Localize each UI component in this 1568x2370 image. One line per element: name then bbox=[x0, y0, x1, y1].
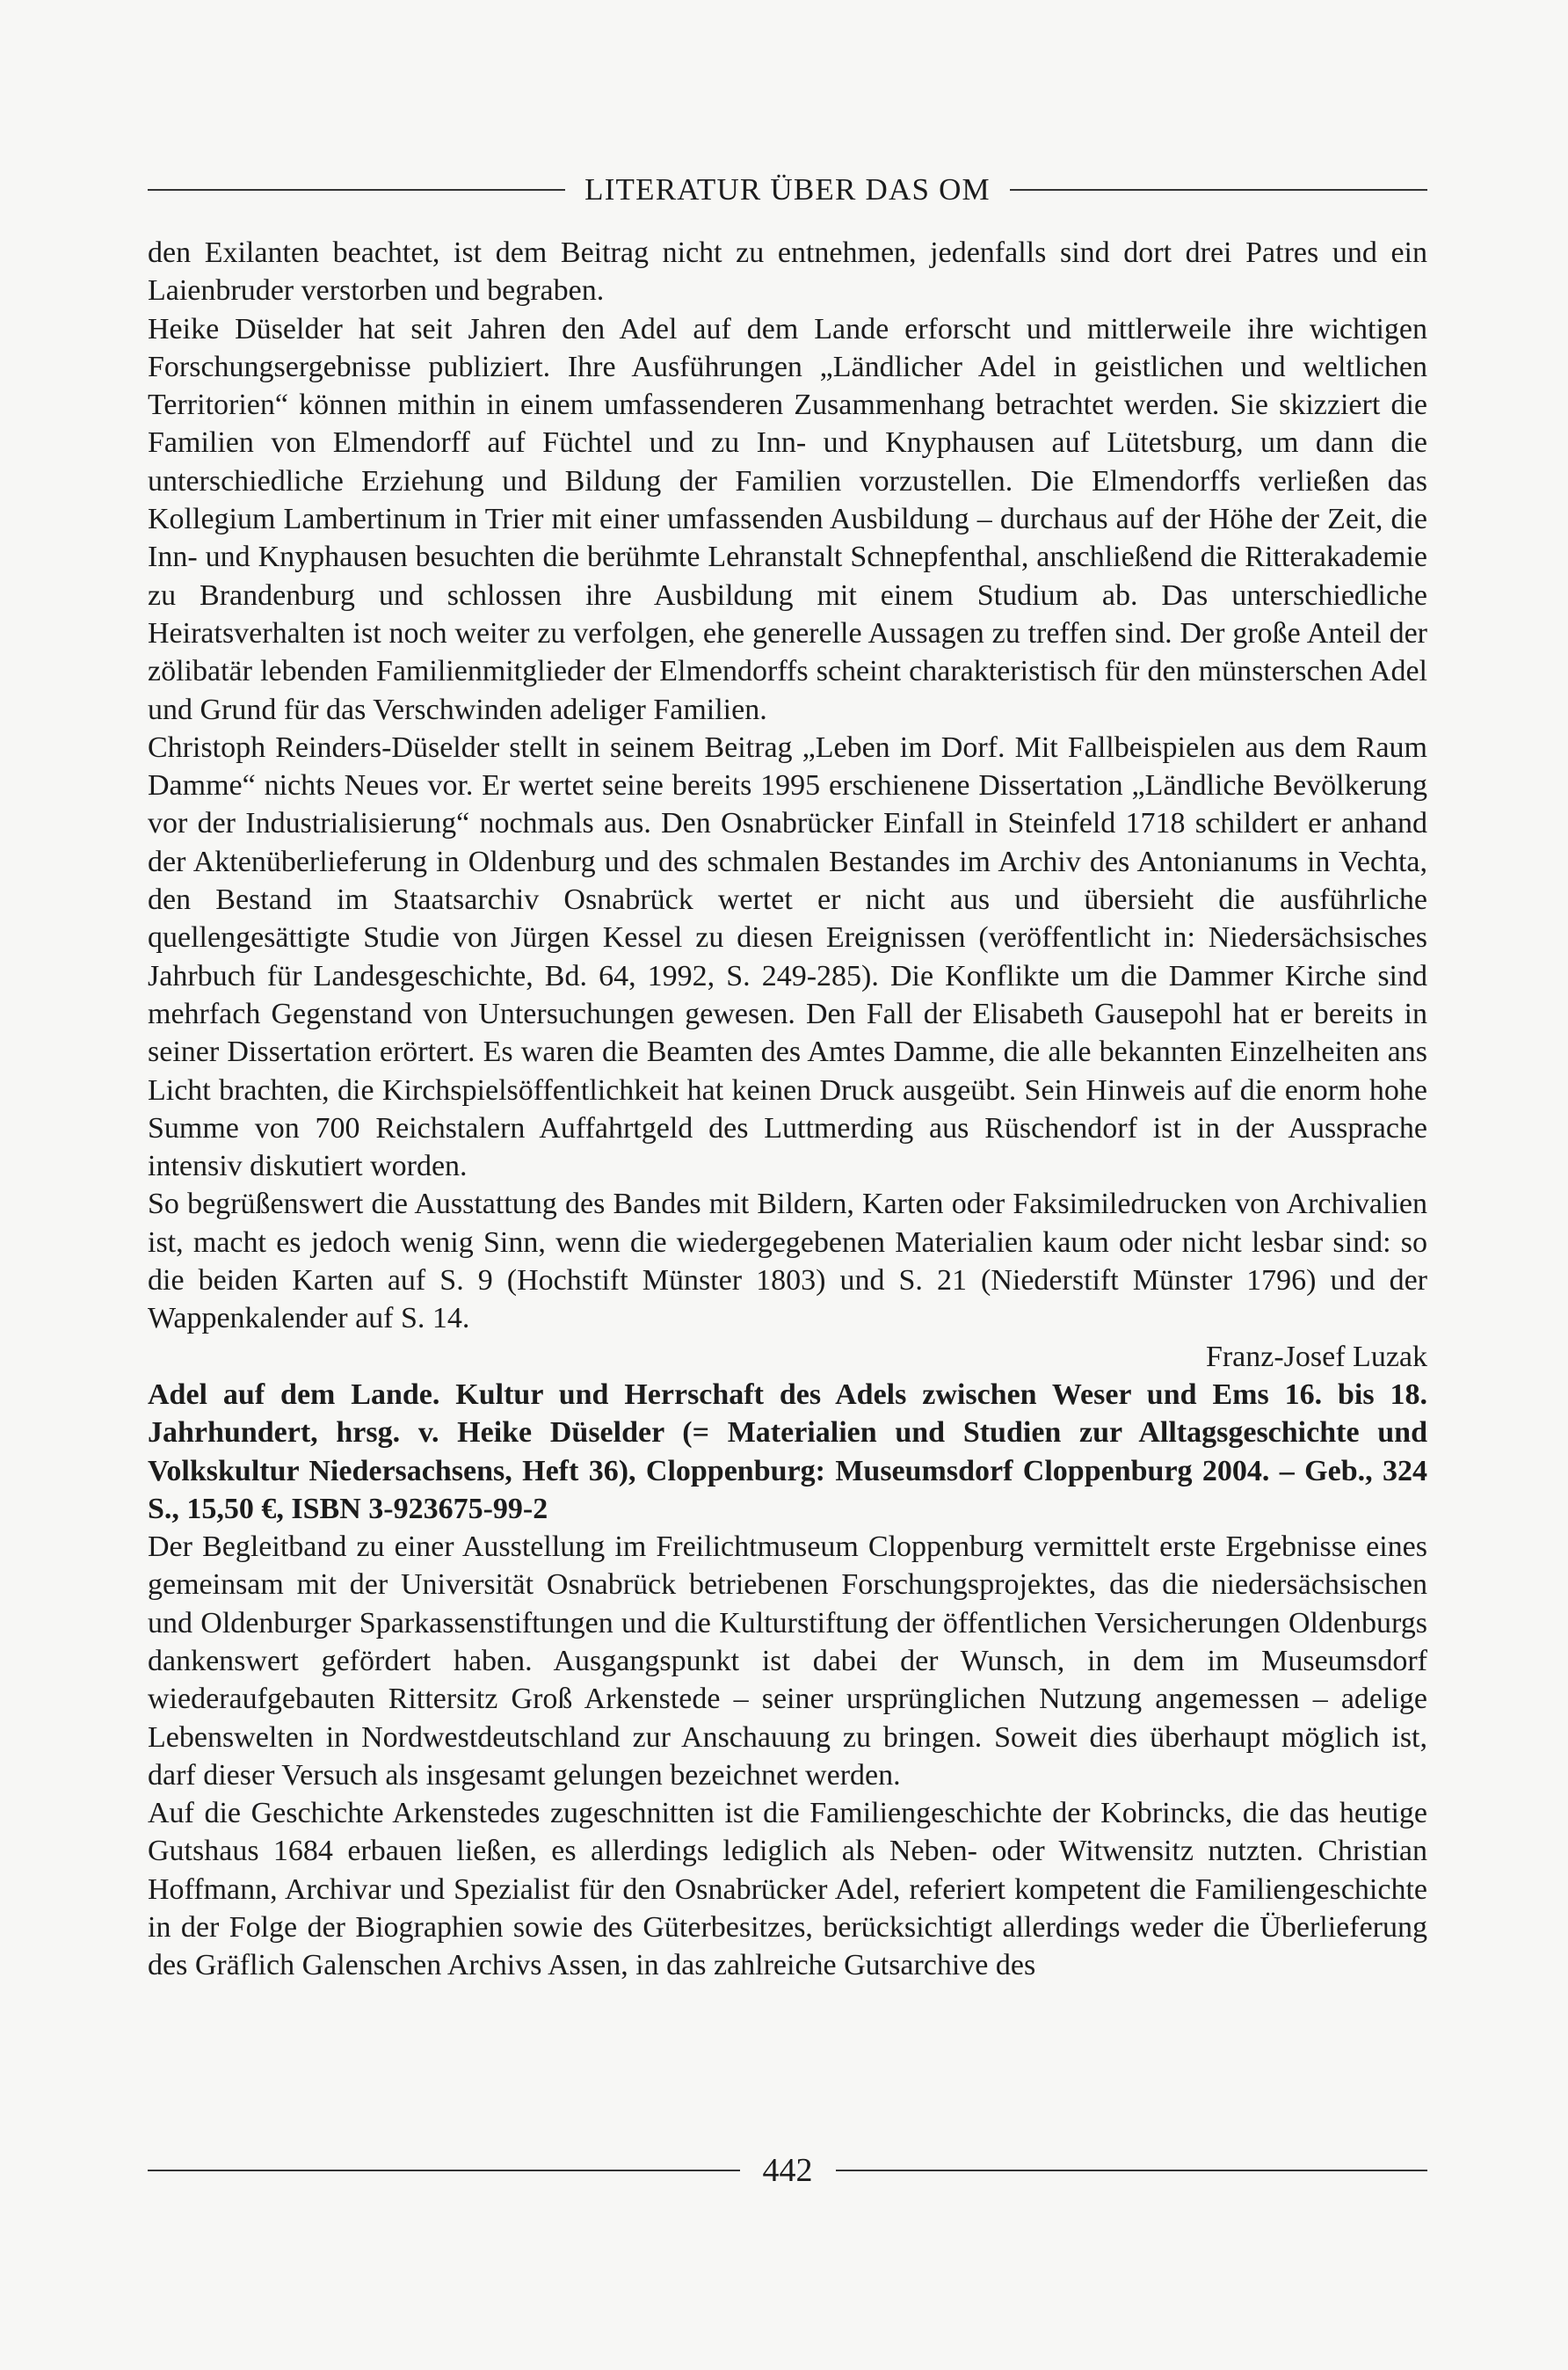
running-header bbox=[148, 172, 1427, 207]
review1-paragraph-1: den Exilanten beachtet, ist dem Beitrag nicht zu entnehmen, jedenfalls sind dort drei Patres und ein Laienbruder verstorben und begraben. bbox=[148, 236, 1427, 308]
footer-rule-left bbox=[148, 2170, 740, 2171]
running-title: LITERATUR ÜBER DAS OM bbox=[584, 172, 991, 207]
review2-paragraph-2: Auf die Geschichte Arkenstedes zugeschnitten ist die Familiengeschichte der Kobrincks, die das heutige Gutshaus 1684 erbauen ließen, es allerdings lediglich als Neben- oder Witwensitz nutzten. Christian Hoffmann, Archivar und Spezialist für den Osnabrücker Adel, referiert kompetent die Familiengeschichte in der Folge der Biographien sowie des Güterbesitzes, berücksichtigt allerdings weder die Überlieferung des Gräflich Galenschen Archivs Assen, in das zahlreiche Gutsarchive des bbox=[148, 1797, 1427, 1982]
header-rule-right bbox=[1010, 189, 1427, 191]
review1-paragraph-4: So begrüßenswert die Ausstattung des Bandes mit Bildern, Karten oder Faksimiledrucken von Archivalien ist, macht es jedoch wenig Sinn, wenn die wiedergegebenen Materialien kaum oder nicht lesbar sind: so die beiden Karten auf S. 9 (Hochstift Münster 1803) und S. 21 (Niederstift Münster 1796) und der Wappenkalender auf S. 14. bbox=[148, 1188, 1427, 1335]
header-rule-left bbox=[148, 189, 565, 191]
review1-paragraph-2: Heike Düselder hat seit Jahren den Adel auf dem Lande erforscht und mittlerweile ihre wichtigen Forschungsergebnisse publiziert. Ihre Ausführungen „Ländlicher Adel in geistlichen und weltlichen Territorien“ können mithin in einem umfassenderen Zusammenhang betrachtet werden. Sie skizziert die Familien von Elmendorff auf Füchtel und zu Inn- und Knyphausen auf Lütetsburg, um dann die unterschiedliche Erziehung und Bildung der Familien vorzustellen. Die Elmendorffs verließen das Kollegium Lambertinum in Trier mit einer umfassenden Ausbildung – durchaus auf der Höhe der Zeit, die Inn- und Knyphausen besuchten die berühmte Lehranstalt Schnepfenthal, anschließend die Ritterakademie zu Brandenburg und schlossen ihre Ausbildung mit einem Studium ab. Das unterschiedliche Heiratsverhalten ist noch weiter zu verfolgen, ehe generelle Aussagen zu treffen sind. Der große Anteil der zölibatär lebenden Familienmitglieder der Elmendorffs scheint charakteristisch für den münsterschen Adel und Grund für das Verschwinden adeliger Familien. bbox=[148, 312, 1427, 726]
review1-author: Franz-Josef Luzak bbox=[1205, 1340, 1427, 1373]
review2-paragraph-1: Der Begleitband zu einer Ausstellung im Freilichtmuseum Cloppenburg vermittelt erste Ergebnisse eines gemeinsam mit der Universität Osnabrück betriebenen Forschungsprojektes, das die niedersächsischen und Oldenburger Sparkassenstiftungen und die Kulturstiftung der öffentlichen Versicherungen Oldenburgs dankenswert gefördert haben. Ausgangspunkt ist dabei der Wunsch, in dem im Museumsdorf wiederaufgebauten Rittersitz Groß Arkenstede – seiner ursprünglichen Nutzung angemessen – adelige Lebenswelten in Nordwestdeutschland zur Anschauung zu bringen. Soweit dies überhaupt möglich ist, darf dieser Versuch als insgesamt gelungen bezeichnet werden. bbox=[148, 1530, 1427, 1792]
review2-heading: Adel auf dem Lande. Kultur und Herrschaft des Adels zwischen Weser und Ems 16. bis 18. Jahrhundert, hrsg. v. Heike Düselder (= Materialien und Studien zur Alltagsgeschichte und Volkskultur Niedersachsens, Heft 36), Cloppenburg: Museumsdorf Cloppenburg 2004. – Geb., 324 S., 15,50 €, ISBN 3-923675-99-2 bbox=[148, 1378, 1427, 1525]
page-body bbox=[148, 234, 1427, 1985]
footer-rule-right bbox=[836, 2170, 1428, 2171]
page-number: 442 bbox=[762, 2152, 813, 2189]
review1-paragraph-3: Christoph Reinders-Düselder stellt in seinem Beitrag „Leben im Dorf. Mit Fallbeispielen aus dem Raum Damme“ nichts Neues vor. Er wertet seine bereits 1995 erschienene Dissertation „Ländliche Bevölkerung vor der Industrialisierung“ nochmals aus. Den Osnabrücker Einfall in Steinfeld 1718 schildert er anhand der Aktenüberlieferung in Oldenburg und des schmalen Bestandes im Archiv des Antonianums in Vechta, den Bestand im Staatsarchiv Osnabrück wertet er nicht aus und übersieht die ausführliche quellengesättigte Studie von Jürgen Kessel zu diesen Ereignissen (veröffentlicht in: Niedersächsisches Jahrbuch für Landesgeschichte, Bd. 64, 1992, S. 249-285). Die Konflikte um die Dammer Kirche sind mehrfach Gegenstand von Untersuchungen gewesen. Den Fall der Elisabeth Gausepohl hat er bereits in seiner Dissertation erörtert. Es waren die Beamten des Amtes Damme, die alle bekannten Einzelheiten ans Licht brachten, die Kirchspielsöffentlichkeit hat keinen Druck ausgeübt. Sein Hinweis auf die enorm hohe Summe von 700 Reichstalern Auffahrtgeld des Luttmerding aus Rüschendorf ist in der Aussprache intensiv diskutiert worden. bbox=[148, 731, 1427, 1183]
page-footer bbox=[148, 2151, 1427, 2190]
